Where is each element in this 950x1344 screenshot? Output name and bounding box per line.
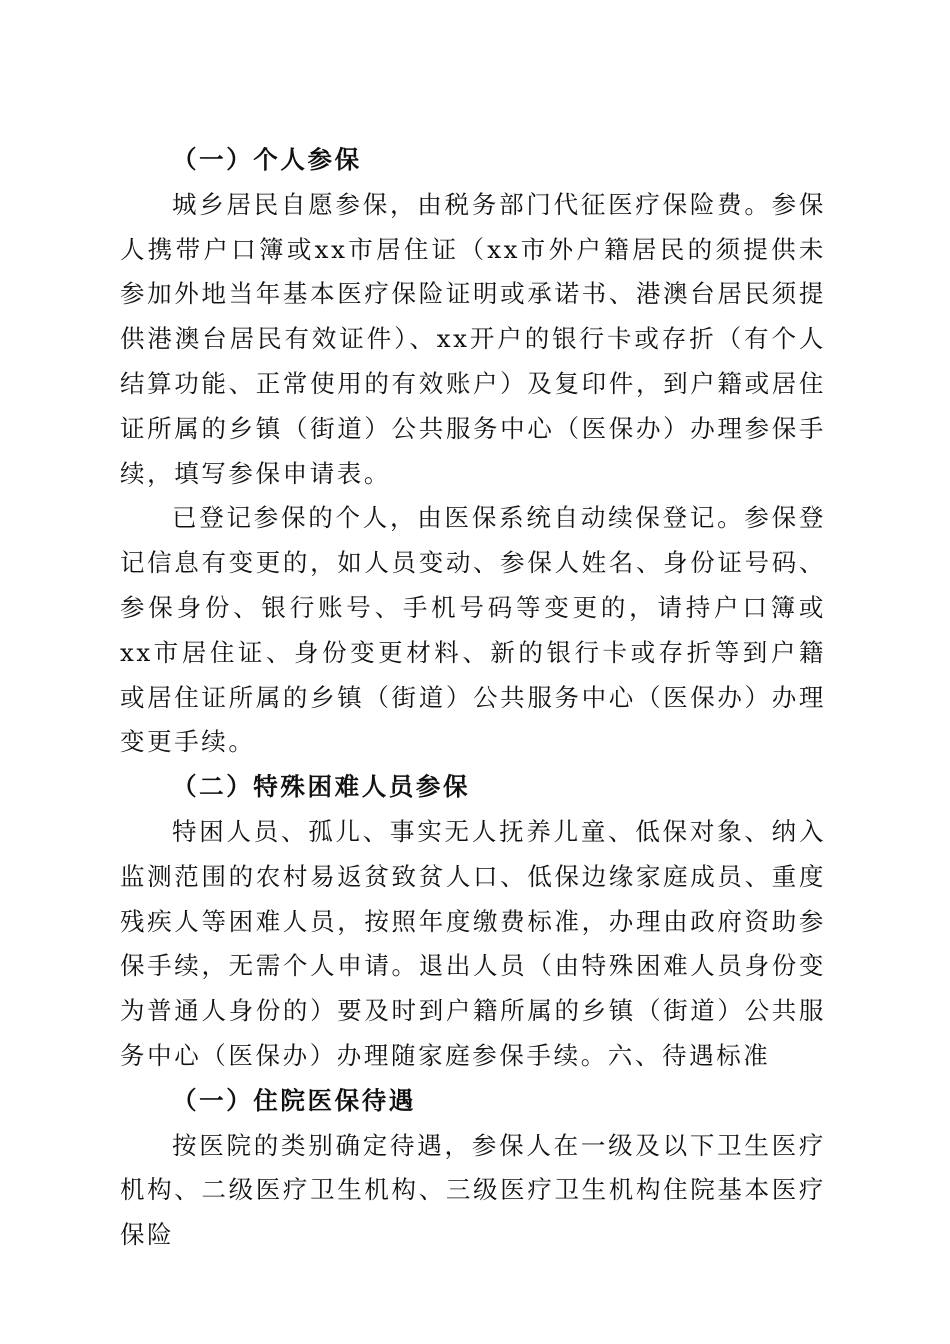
section-heading-special-hardship: （二）特殊困难人员参保	[172, 772, 471, 802]
section-heading-inpatient-benefits: （一）住院医保待遇	[172, 1085, 416, 1115]
document-body	[120, 138, 826, 1258]
paragraph-government-subsidy: 特困人员、孤儿、事实无人抚养儿童、低保对象、纳入监测范围的农村易返贫致贫人口、低保边缘家庭成员、重度残疾人等困难人员，按照年度缴费标准，办理由政府资助参保手续，无需个人申请。退出人员（由特殊困难人员身份变为普通人身份的）要及时到户籍所属的乡镇（街道）公共服务中心（医保办）办理随家庭参保手续。六、待遇标准	[120, 816, 826, 1070]
paragraph-voluntary-enrollment: 城乡居民自愿参保，由税务部门代征医疗保险费。参保人携带户口簿或xx市居住证（xx市外户籍居民的须提供未参加外地当年基本医疗保险证明或承诺书、港澳台居民须提供港澳台居民有效证件）、xx开户的银行卡或存折（有个人结算功能、正常使用的有效账户）及复印件，到户籍或居住证所属的乡镇（街道）公共服务中心（医保办）办理参保手续，填写参保申请表。	[120, 189, 826, 488]
paragraph-auto-renewal: 已登记参保的个人，由医保系统自动续保登记。参保登记信息有变更的，如人员变动、参保人姓名、身份证号码、参保身份、银行账号、手机号码等变更的，请持户口簿或xx市居住证、身份变更材料、新的银行卡或存折等到户籍或居住证所属的乡镇（街道）公共服务中心（医保办）办理变更手续。	[120, 503, 826, 757]
section-heading-personal-insurance: （一）个人参保	[172, 145, 362, 174]
paragraph-hospital-category: 按医院的类别确定待遇，参保人在一级及以下卫生医疗机构、二级医疗卫生机构、三级医疗卫生机构住院基本医疗保险	[120, 1130, 826, 1250]
